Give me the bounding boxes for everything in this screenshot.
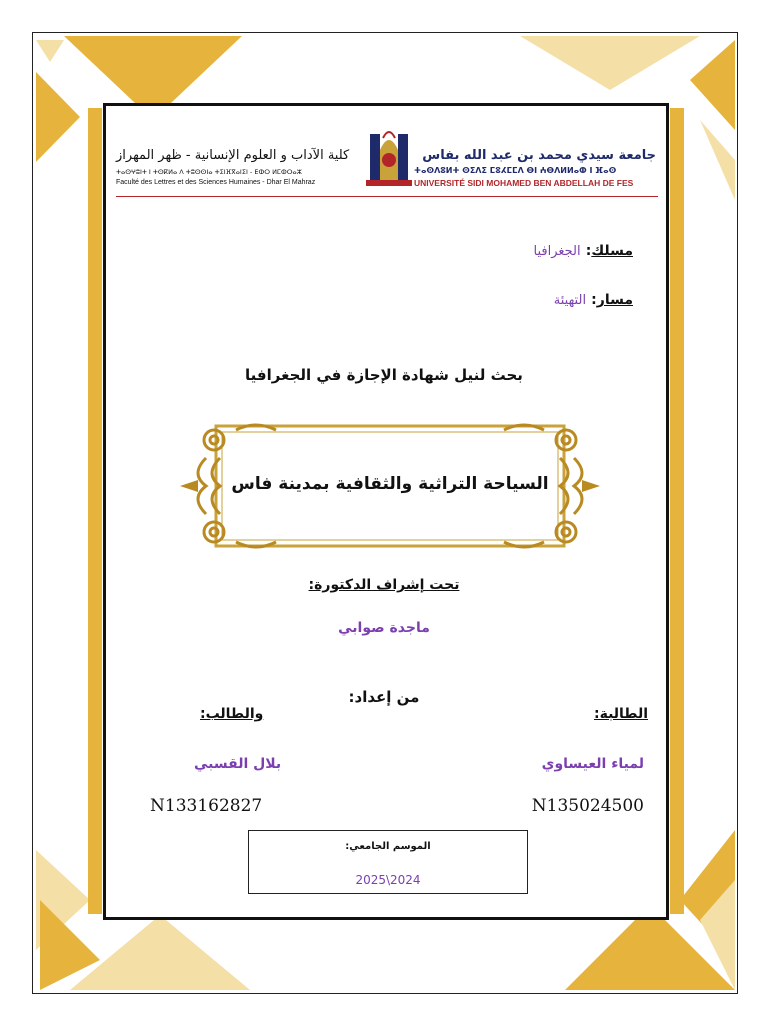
degree-purpose: بحث لنيل شهادة الإجازة في الجغرافيا [245, 366, 523, 384]
student-female-number: N135024500 [531, 796, 644, 816]
supervision-label: تحت إشراف الدكتورة: [308, 577, 460, 593]
header-divider [116, 196, 658, 197]
university-name-tifinagh: ⵜⴰⵙⴷⵓⵍⵜ ⵙⵉⴷⵉ ⵎⵓⵃⵎⵎⴷ ⴱⵏ ⵄⴱⴷⵍⵍⴰⵀ ⵏ ⴼⴰⵙ [414, 166, 617, 175]
university-name-french: UNIVERSITÉ SIDI MOHAMED BEN ABDELLAH DE FES [414, 178, 634, 188]
student-female-label: الطالبة: [593, 706, 648, 722]
supervisor-name: ماجدة صوابي [338, 620, 430, 636]
university-emblem-icon [366, 124, 412, 190]
path-label: مسار [596, 292, 633, 308]
track-field: مسلك: الجغرافيا [533, 243, 633, 259]
path-field: مسار: التهيئة [553, 292, 633, 308]
prepared-by-label: من إعداد: [348, 688, 420, 706]
student-male-label: والطالب: [200, 706, 264, 722]
faculty-name-french: Faculté des Lettres et des Sciences Humaines - Dhar El Mahraz [116, 179, 316, 186]
track-label: مسلك [591, 243, 633, 259]
track-value: الجغرافيا [533, 244, 581, 259]
faculty-name-tifinagh: ⵜⴰⵙⵖⵓⵏⵜ ⵏ ⵜⵙⴽⵍⴰ ⴷ ⵜⵓⵙⵙⵏⴰ ⵜⵉⵏⴼⴳⴰⵏⵉⵏ - ⴹⵀⵔ ⵍⵎⵀⵔⴰⵣ [116, 168, 302, 176]
university-name-arabic: جامعة سيدي محمد بن عبد الله بفاس [422, 148, 656, 163]
academic-year-value: 2025\2024 [355, 873, 421, 887]
student-male-name: بلال القسبي [194, 756, 282, 772]
supervision-block [0, 574, 768, 593]
thesis-title: السياحة التراثية والثقافية بمدينة فاس [231, 474, 549, 494]
student-male-number: N133162827 [150, 796, 263, 816]
path-value: التهيئة [553, 293, 587, 308]
faculty-name-arabic: كلية الآداب و العلوم الإنسانية - ظهر المهراز [116, 148, 350, 163]
student-female-name: لمياء العيساوي [541, 756, 644, 772]
academic-year-label: الموسم الجامعي: [345, 841, 431, 852]
